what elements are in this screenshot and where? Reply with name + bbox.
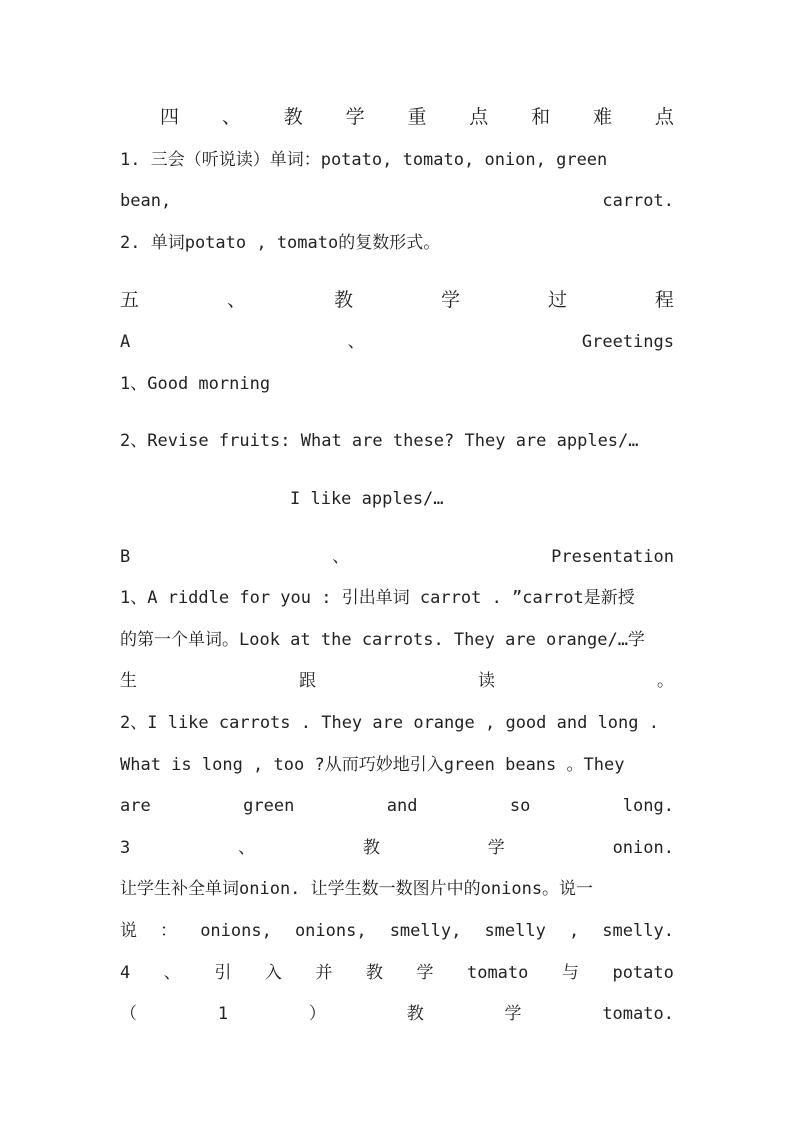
key-point-1-continued: [120, 189, 674, 213]
section-4-heading: [160, 105, 674, 129]
word: green: [243, 796, 295, 816]
word: onions,: [294, 921, 367, 941]
word: Greetings: [581, 332, 674, 352]
word: so: [509, 796, 531, 816]
word: are: [120, 796, 151, 816]
heading-char: 教: [283, 106, 303, 128]
heading-char: 学: [440, 289, 460, 311]
word: 。: [657, 671, 674, 691]
word: 1: [217, 1004, 229, 1024]
word: 3: [120, 838, 131, 858]
word: Presentation: [551, 547, 674, 567]
word: onion.: [612, 838, 674, 858]
word: 读: [478, 671, 495, 691]
word: long.: [622, 796, 674, 816]
step-b-6: [120, 794, 674, 818]
step-b-1: 1、A riddle for you : 引出单词 carrot . ”carrot是新授: [120, 588, 635, 608]
heading-char: 程: [654, 289, 674, 311]
key-point-2: 2. 单词potato , tomato的复数形式。: [120, 233, 441, 253]
heading-char: 难: [593, 106, 613, 128]
step-b-3: [120, 669, 674, 693]
word: 引: [214, 963, 232, 983]
heading-char: 教: [333, 289, 353, 311]
heading-char: 、: [221, 106, 241, 128]
word: bean,: [120, 191, 172, 211]
word: tomato: [466, 963, 529, 983]
step-a-2: 2、Revise fruits: What are these? They are apples/…: [120, 431, 639, 451]
word: 、: [163, 963, 181, 983]
word: ,: [568, 921, 580, 941]
word: 学: [504, 1004, 522, 1024]
word: 跟: [299, 671, 316, 691]
word: onions,: [200, 921, 272, 941]
heading-char: 点: [469, 106, 489, 128]
word: ：: [160, 921, 178, 941]
word: （: [120, 1004, 137, 1024]
word: ）: [308, 1004, 326, 1024]
heading-char: 重: [407, 106, 427, 128]
word: smelly: [484, 921, 546, 941]
step-b-8: 让学生补全单词onion. 让学生数一数图片中的onions。说一: [120, 879, 594, 899]
word: 学: [487, 838, 505, 858]
heading-char: 、: [226, 289, 246, 311]
heading-char: 点: [654, 106, 674, 128]
heading-char: 和: [531, 106, 551, 128]
heading-char: 五: [120, 289, 140, 311]
step-b-7: [120, 836, 674, 860]
word: 、: [332, 547, 350, 567]
step-b-10: [120, 961, 674, 985]
heading-char: 四: [160, 106, 180, 128]
step-b-4: 2、I like carrots . They are orange , good and long .: [120, 713, 659, 733]
word: smelly.: [602, 921, 674, 941]
step-a-3: I like apples/…: [290, 489, 444, 509]
heading-char: 学: [345, 106, 365, 128]
heading-char: 过: [547, 289, 567, 311]
word: tomato.: [602, 1004, 674, 1024]
word: 、: [238, 838, 256, 858]
word: 学: [416, 963, 434, 983]
word: 、: [347, 332, 365, 352]
word: 入: [264, 963, 282, 983]
step-b-heading: [120, 545, 674, 569]
word: 教: [406, 1004, 424, 1024]
step-b-2: 的第一个单词。Look at the carrots. They are orange/…学: [120, 630, 645, 650]
word: carrot.: [602, 191, 674, 211]
step-a-1: 1、Good morning: [120, 374, 271, 394]
word: 生: [120, 671, 137, 691]
step-a-heading: [120, 330, 674, 354]
step-b-9: [120, 919, 674, 943]
word: smelly,: [389, 921, 462, 941]
word: potato: [612, 963, 674, 983]
word: 4: [120, 963, 131, 983]
word: 与: [561, 963, 579, 983]
word: 教: [365, 963, 383, 983]
key-point-1: 1. 三会（听说读）单词：potato, tomato, onion, green: [120, 150, 608, 170]
word: 教: [362, 838, 380, 858]
word: 并: [315, 963, 333, 983]
step-b-11: [120, 1002, 674, 1026]
word: 说: [120, 921, 137, 941]
word: B: [120, 547, 131, 567]
step-b-5: What is long , too ?从而巧妙地引入green beans 。They: [120, 755, 625, 775]
word: and: [386, 796, 418, 816]
section-5-heading: [120, 288, 674, 312]
word: A: [120, 332, 131, 352]
